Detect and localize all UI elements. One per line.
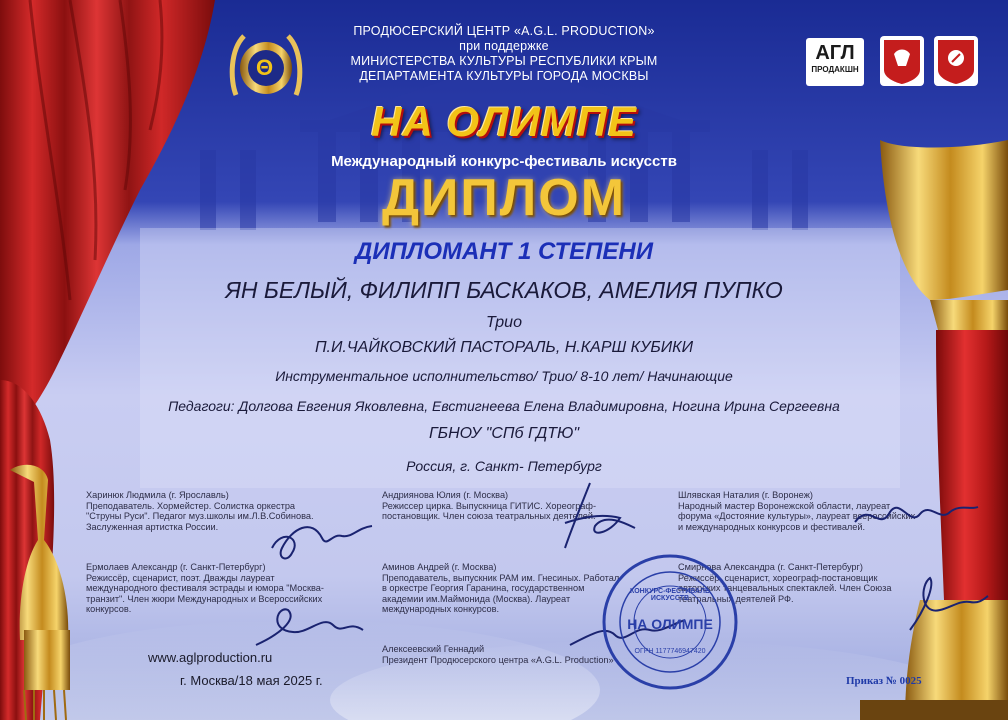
jury-description: Народный мастер Воронежской области, лауреат форума «Достояние культуры», лауреат всероссийских и международных конкурсов и фестивалей. xyxy=(678,500,916,532)
institution: ГБНОУ "СПб ГДТЮ" xyxy=(428,425,580,442)
president-title: Президент Продюсерского центра «A.G.L. Production» xyxy=(382,654,614,665)
jury-description: Режиссер цирка. Выпускница ГИТИС. Хореограф-постановщик. Член союза театральных деятелей. xyxy=(382,500,597,522)
jury-name: Харинюк Людмила (г. Ярославль) xyxy=(86,490,229,500)
award-degree: ДИПЛОМАНТ 1 СТЕПЕНИ xyxy=(355,238,653,265)
jury-description: Преподаватель. Хормейстер. Солистка оркестра "Струны Руси". Педагог муз.школы им.Л.В.Собинова. Заслуженная артистка России. xyxy=(86,500,314,532)
ensemble-type: Трио xyxy=(486,314,522,331)
agl-logo-small: ПРОДАКШН xyxy=(811,65,859,74)
president-name: Алексеевский Геннадий xyxy=(382,644,485,654)
location: Россия, г. Санкт- Петербург xyxy=(406,458,602,474)
header-department: ДЕПАРТАМЕНТА КУЛЬТУРЫ ГОРОДА МОСКВЫ xyxy=(359,69,649,83)
competition-subtitle: Международный конкурс-фестиваль искусств xyxy=(331,153,677,170)
signature-5 xyxy=(890,570,990,640)
signature-1 xyxy=(262,508,382,568)
signature-3 xyxy=(850,492,980,542)
teachers: Педагоги: Долгова Евгения Яковлевна, Евстигнеева Елена Владимировна, Ногина Ирина Сергеевна xyxy=(168,398,840,414)
stamp-ring-text: КОНКУРС-ФЕСТИВАЛЬ ИСКУССТВ xyxy=(629,588,711,602)
emblem-icon: Θ xyxy=(256,55,274,80)
jury-name: Андриянова Юлия (г. Москва) xyxy=(382,490,509,500)
agl-logo-big: АГЛ xyxy=(815,42,855,64)
document-title: ДИПЛОМ xyxy=(381,169,627,227)
jury-description: Режиссёр, сценарист, поэт. Дважды лауреат международного фестиваля эстрады и юмора "Москва-транзит". Член жюри Международных и Всероссийских конкурсов. xyxy=(86,572,324,615)
place-date: г. Москва/18 мая 2025 г. xyxy=(180,673,323,688)
header-producer: ПРОДЮСЕРСКИЙ ЦЕНТР «A.G.L. PRODUCTION» xyxy=(353,24,655,38)
header-support: при поддержке xyxy=(459,39,549,53)
jury-description: Режиссёр, сценарист, хореограф-постановщик авторских танцевальных спектаклей. Член Союза театральных деятелей РФ. xyxy=(678,572,892,604)
signature-2 xyxy=(550,478,640,558)
stamp-number: ОГРН 1177746947420 xyxy=(634,648,706,655)
jury-name: Аминов Андрей (г. Москва) xyxy=(382,562,497,572)
competition-name: НА ОЛИМПЕ xyxy=(371,98,637,145)
repertoire: П.И.ЧАЙКОВСКИЙ ПАСТОРАЛЬ, Н.КАРШ КУБИКИ xyxy=(314,339,694,356)
header-ministry: МИНИСТЕРСТВА КУЛЬТУРЫ РЕСПУБЛИКИ КРЫМ xyxy=(350,54,658,68)
website-link[interactable]: www.aglproduction.ru xyxy=(148,650,273,665)
category: Инструментальное исполнительство/ Трио/ 8-10 лет/ Начинающие xyxy=(275,368,733,384)
jury-name: Шлявская Наталия (г. Воронеж) xyxy=(678,490,813,500)
jury-description: Преподаватель, выпускник РАМ им. Гнесиных. Работал в оркестре Георгия Гаранина, государственном академии им.Маймонида (Москва). Лауреат международных конкурсов. xyxy=(382,572,620,615)
order-number: Приказ № 0025 xyxy=(846,675,922,687)
participant-names: ЯН БЕЛЫЙ, ФИЛИПП БАСКАКОВ, АМЕЛИЯ ПУПКО xyxy=(225,277,783,303)
jury-name: Смирнова Александра (г. Санкт-Петербург) xyxy=(678,562,863,572)
stamp-center-text: НА ОЛИМПЕ xyxy=(627,616,713,632)
jury-name: Ермолаев Александр (г. Санкт-Петербург) xyxy=(86,562,266,572)
